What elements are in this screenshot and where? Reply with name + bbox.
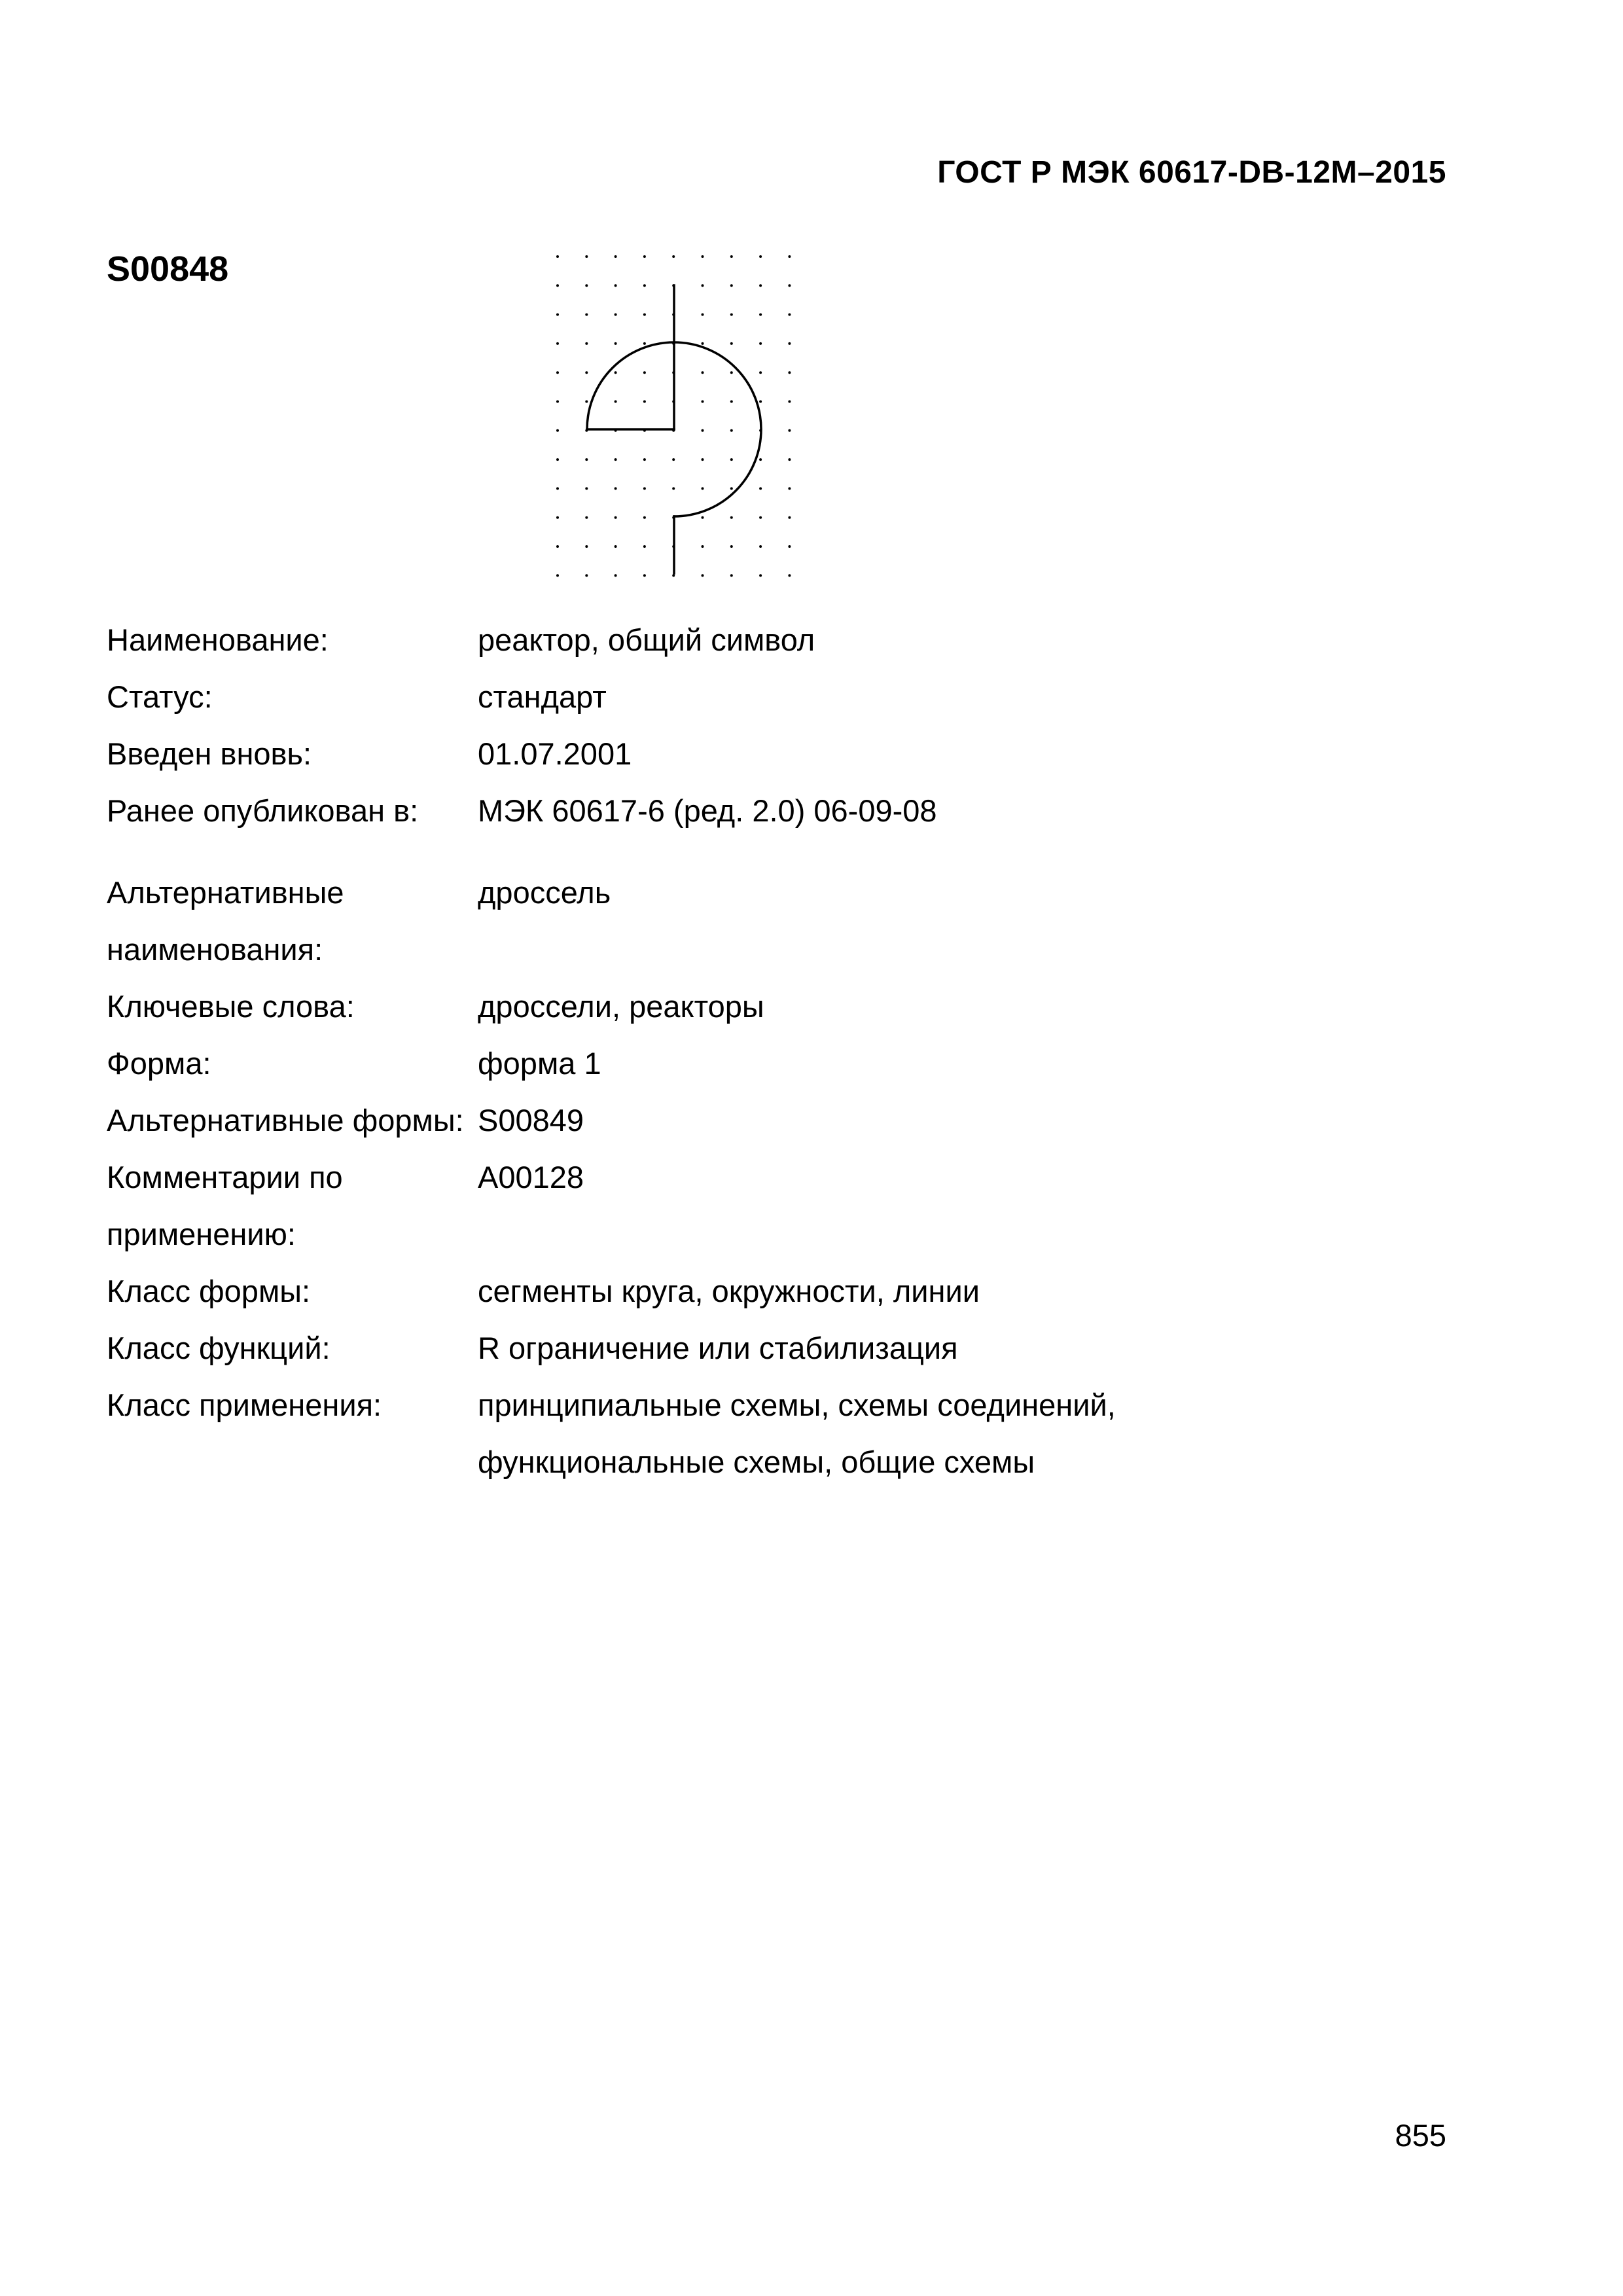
property-row	[107, 1035, 1350, 1092]
grid-dot	[730, 487, 733, 490]
grid-dot	[788, 574, 791, 577]
right-semicircle-arc	[674, 342, 761, 516]
grid-dot	[730, 516, 733, 519]
grid-dot	[730, 458, 733, 461]
grid-dot	[615, 255, 617, 258]
grid-dot	[759, 574, 762, 577]
grid-dot	[615, 371, 617, 374]
property-row	[107, 1149, 1350, 1263]
property-label: Ранее опубликован в:	[107, 793, 419, 828]
grid-dot	[556, 401, 559, 403]
grid-dot	[556, 458, 559, 461]
reactor-symbol-drawing	[543, 242, 805, 622]
page-number: 855	[1395, 2118, 1446, 2153]
grid-dot	[556, 255, 559, 258]
standard-designation: ГОСТ Р МЭК 60617-DB-12M–2015	[937, 155, 1446, 190]
property-label: Альтернативные наименования:	[107, 875, 344, 967]
grid-dot	[615, 342, 617, 345]
grid-dot	[730, 429, 733, 432]
property-label: Класс применения:	[107, 1388, 382, 1422]
grid-dot	[556, 516, 559, 519]
grid-dot	[702, 574, 704, 577]
grid-dot	[788, 255, 791, 258]
grid-dot	[759, 342, 762, 345]
grid-dot	[730, 545, 733, 548]
property-label: Ключевые слова:	[107, 989, 355, 1024]
grid-dot	[585, 342, 588, 345]
grid-dot	[585, 487, 588, 490]
grid-dot	[702, 371, 704, 374]
property-value: дроссель	[478, 875, 611, 910]
grid-dot	[556, 574, 559, 577]
property-label: Форма:	[107, 1046, 211, 1081]
grid-dot	[643, 314, 646, 316]
property-row	[107, 864, 1350, 978]
property-value: S00849	[478, 1103, 584, 1138]
grid-dot	[585, 371, 588, 374]
grid-dot	[615, 314, 617, 316]
grid-dot	[788, 545, 791, 548]
grid-dot	[759, 516, 762, 519]
grid-dot	[730, 314, 733, 316]
grid-dot	[643, 342, 646, 345]
property-value: реактор, общий символ	[478, 622, 815, 657]
grid-dot	[643, 401, 646, 403]
property-row	[107, 668, 1350, 725]
property-label: Комментарии по применению:	[107, 1160, 343, 1251]
grid-dot	[730, 371, 733, 374]
grid-dot	[556, 545, 559, 548]
grid-dot	[788, 284, 791, 287]
grid-dot	[759, 487, 762, 490]
property-value: форма 1	[478, 1046, 601, 1081]
property-row	[107, 611, 1350, 668]
grid-dot	[643, 458, 646, 461]
grid-dot	[643, 545, 646, 548]
grid-dot	[585, 458, 588, 461]
grid-dot	[585, 545, 588, 548]
grid-dot	[615, 545, 617, 548]
grid-dot	[788, 516, 791, 519]
grid-dot	[615, 284, 617, 287]
grid-dot	[556, 371, 559, 374]
grid-dot	[730, 574, 733, 577]
grid-dot	[556, 314, 559, 316]
grid-dot	[759, 545, 762, 548]
grid-dot	[788, 371, 791, 374]
property-label: Введен вновь:	[107, 736, 312, 771]
grid-dot	[730, 401, 733, 403]
properties-table	[107, 611, 1350, 1490]
grid-dot	[556, 487, 559, 490]
grid-dot	[672, 458, 675, 461]
grid-dot	[585, 516, 588, 519]
property-row	[107, 1376, 1350, 1490]
grid-dot	[788, 487, 791, 490]
grid-dot	[702, 429, 704, 432]
property-label: Альтернативные формы:	[107, 1103, 464, 1138]
property-value: сегменты круга, окружности, линии	[478, 1274, 980, 1308]
property-row	[107, 1263, 1350, 1319]
property-value: МЭК 60617-6 (ред. 2.0) 06-09-08	[478, 793, 937, 828]
grid-dot	[702, 342, 704, 345]
grid-dot	[730, 255, 733, 258]
grid-dot	[788, 429, 791, 432]
grid-dot	[643, 255, 646, 258]
symbol-id: S00848	[107, 249, 229, 289]
grid-dot	[615, 516, 617, 519]
grid-dot	[643, 487, 646, 490]
property-label: Класс формы:	[107, 1274, 311, 1308]
property-value: дроссели, реакторы	[478, 989, 764, 1024]
grid-dot	[643, 284, 646, 287]
grid-dot	[702, 284, 704, 287]
property-label: Статус:	[107, 679, 213, 714]
property-row	[107, 725, 1350, 782]
grid-dot	[643, 574, 646, 577]
grid-dot	[759, 284, 762, 287]
grid-dot	[585, 314, 588, 316]
grid-dot	[702, 516, 704, 519]
property-label: Класс функций:	[107, 1331, 330, 1365]
grid-dot	[643, 516, 646, 519]
grid-dot	[672, 255, 675, 258]
grid-dot	[672, 487, 675, 490]
property-value: A00128	[478, 1160, 584, 1194]
property-value: стандарт	[478, 679, 607, 714]
property-value: 01.07.2001	[478, 736, 632, 771]
grid-dot	[702, 458, 704, 461]
grid-dot	[788, 401, 791, 403]
grid-dot	[702, 314, 704, 316]
property-row	[107, 1092, 1350, 1149]
grid-dot	[556, 284, 559, 287]
grid-dot	[643, 371, 646, 374]
grid-dot	[702, 255, 704, 258]
grid-dot	[702, 487, 704, 490]
property-row	[107, 782, 1350, 839]
grid-dot	[556, 342, 559, 345]
grid-dot	[672, 574, 675, 577]
grid-dot	[759, 314, 762, 316]
property-value: R ограничение или стабилизация	[478, 1331, 958, 1365]
reactor-symbol	[587, 285, 761, 573]
grid-dot	[759, 458, 762, 461]
grid-dot	[759, 401, 762, 403]
grid-dot	[585, 284, 588, 287]
grid-dot	[759, 371, 762, 374]
grid-dot	[759, 255, 762, 258]
property-row	[107, 978, 1350, 1035]
grid-dot	[585, 574, 588, 577]
property-label: Наименование:	[107, 622, 329, 657]
grid-dot	[788, 342, 791, 345]
grid-dot	[730, 284, 733, 287]
grid-dot	[730, 342, 733, 345]
left-semicircle-arc	[587, 342, 674, 429]
grid-dot	[788, 458, 791, 461]
grid-dot	[702, 401, 704, 403]
property-row	[107, 1319, 1350, 1376]
grid-dot	[615, 574, 617, 577]
grid-dot	[585, 401, 588, 403]
property-value: принципиальные схемы, схемы соединений, функциональные схемы, общие схемы	[478, 1388, 1116, 1479]
grid-dot	[615, 458, 617, 461]
grid-dot	[585, 255, 588, 258]
grid-dot	[788, 314, 791, 316]
grid-dot	[556, 429, 559, 432]
grid-dot	[615, 401, 617, 403]
grid-dot	[702, 545, 704, 548]
grid-dot	[615, 487, 617, 490]
